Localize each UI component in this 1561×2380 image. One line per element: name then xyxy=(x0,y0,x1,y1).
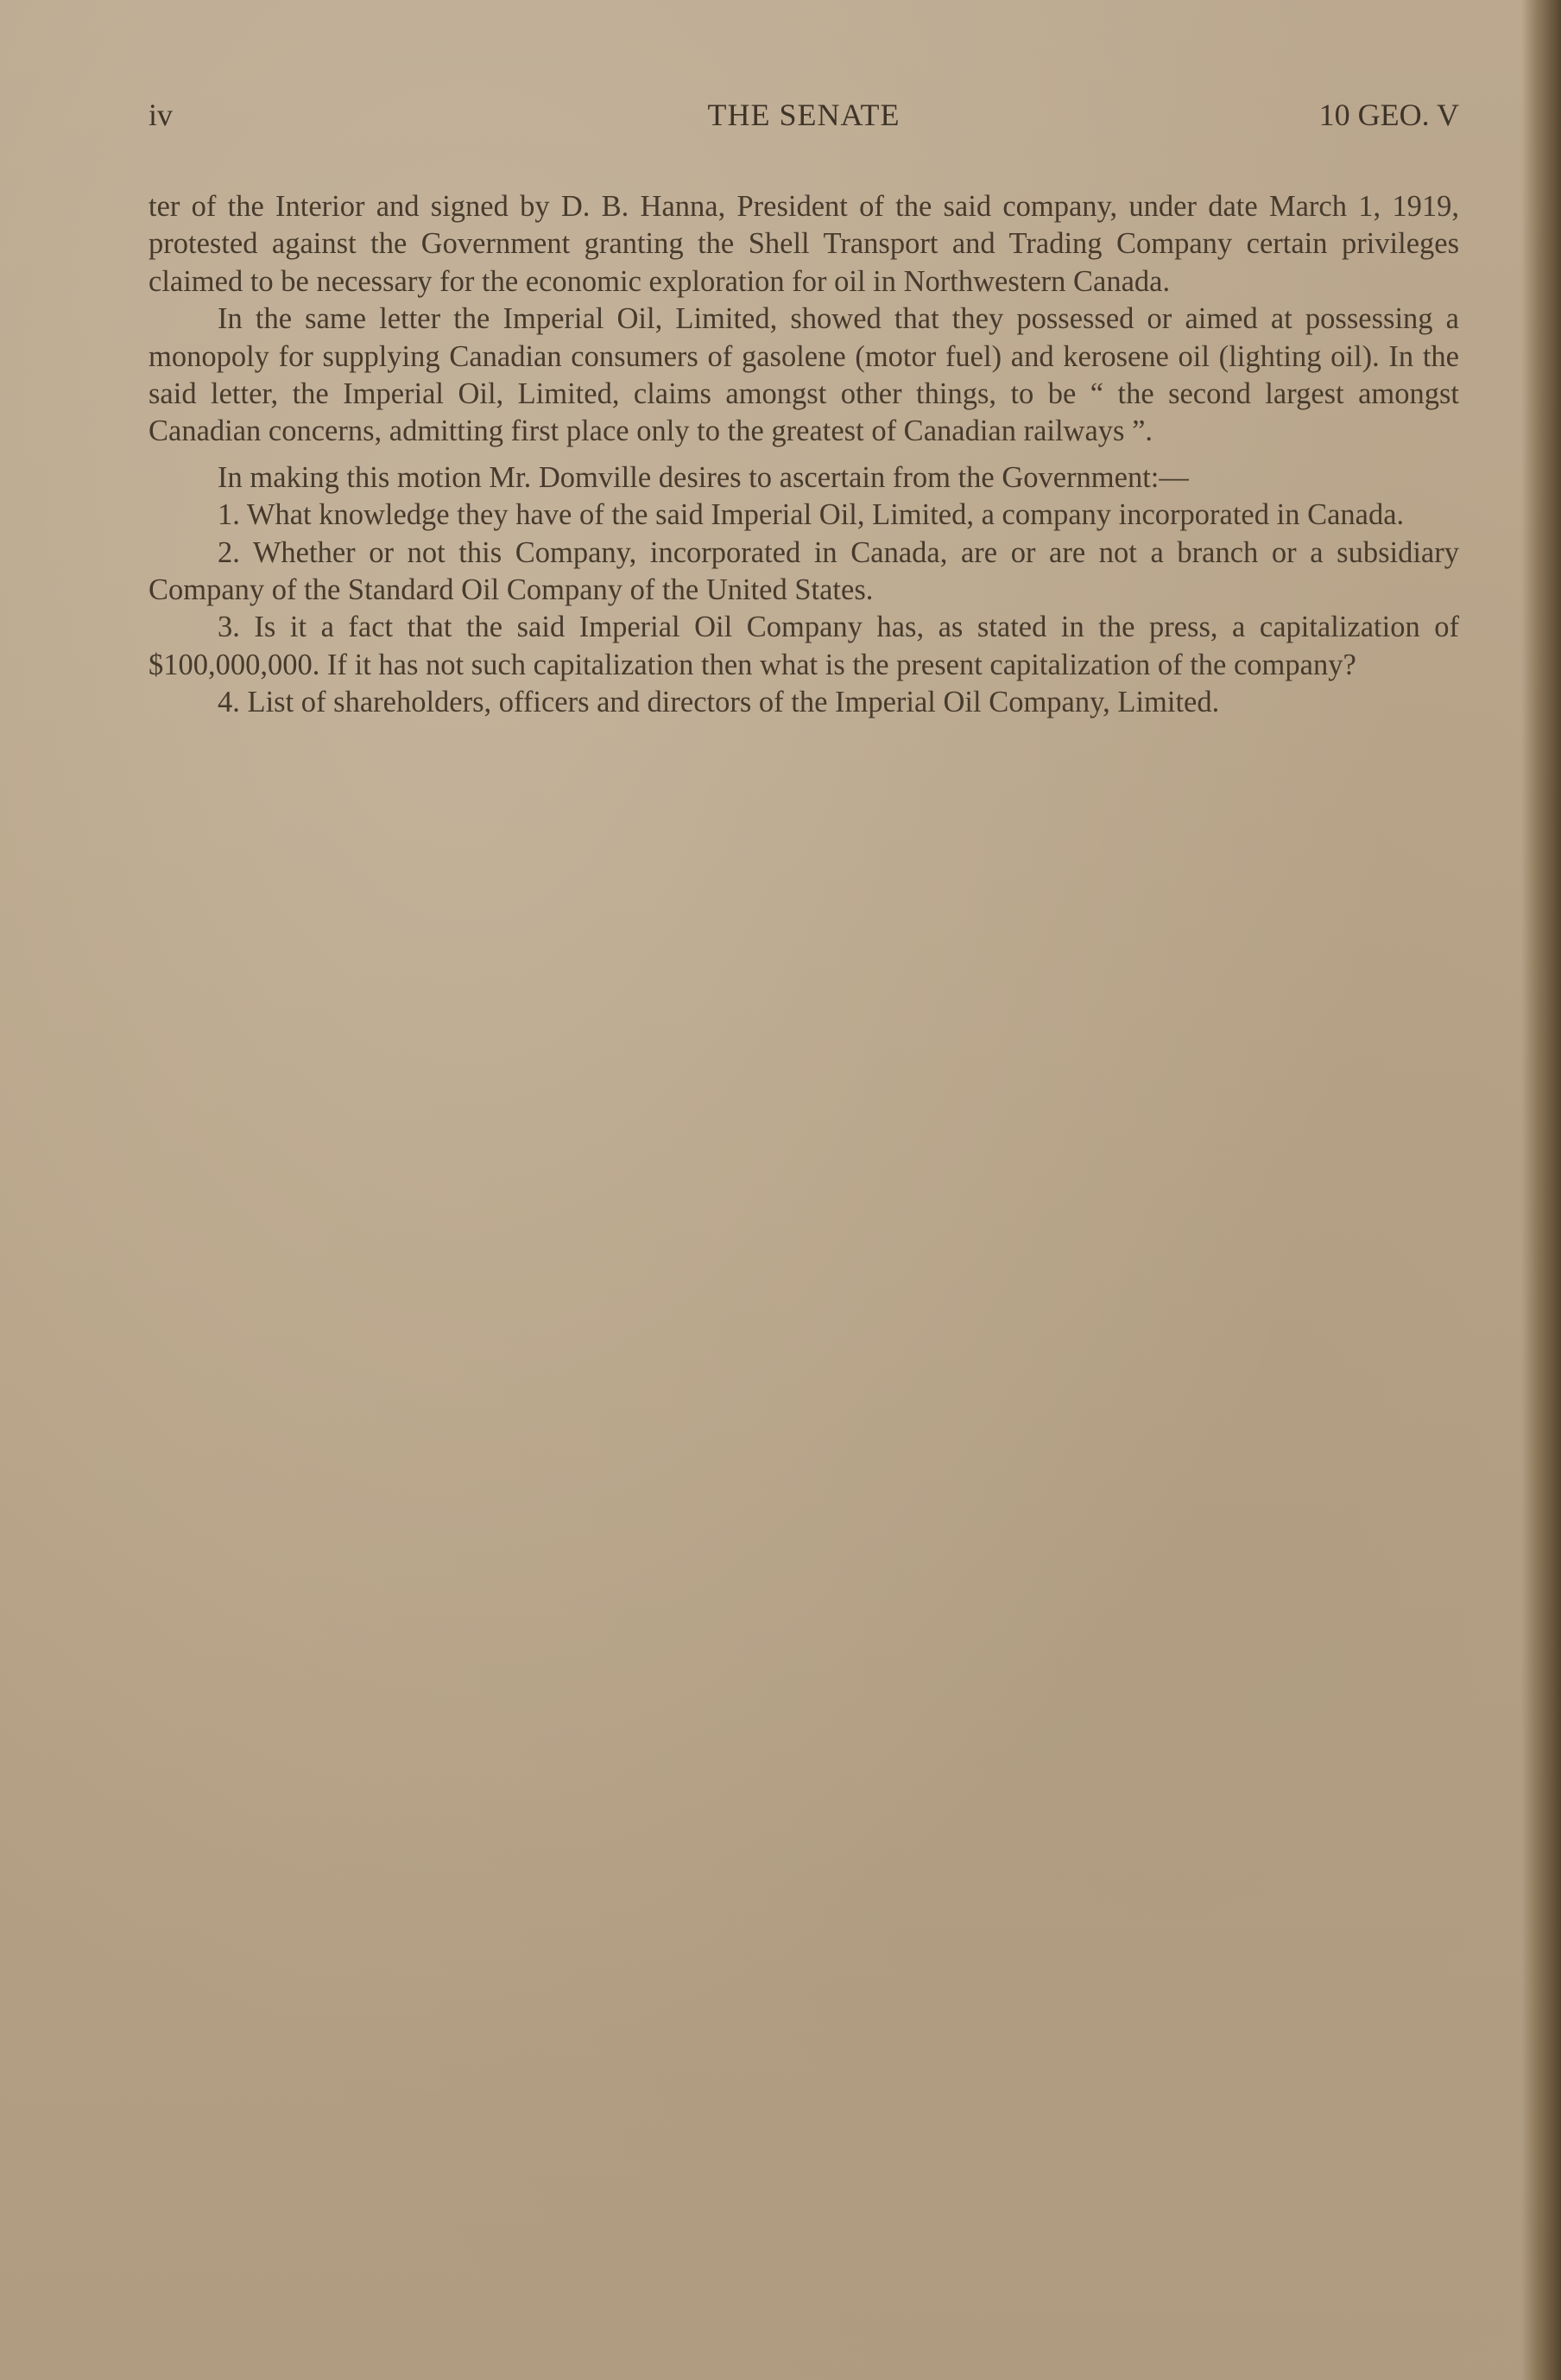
body-text xyxy=(149,188,1459,722)
paragraph-same-letter: In the same letter the Imperial Oil, Limited, showed that they possessed or aimed at possessing a monopoly for supplying Canadian consumers of gasolene (motor fuel) and kerosene oil (lighting oil). In the said letter, the Imperial Oil, Limited, claims amongst other things, to be “ the second largest amongst Canadian concerns, admitting first place only to the greatest of Canadian railways ”. xyxy=(149,302,1459,448)
running-head xyxy=(149,97,1459,138)
session-label: 10 GEO. V xyxy=(1318,98,1459,132)
paragraph-letter-continuation: ter of the Interior and signed by D. B. Hanna, President of the said company, under date March 1, 1919, protested against the Government granting the Shell Transport and Trading Company certain privileges claimed to be necessary for the economic exploration for oil in Northwestern Canada. xyxy=(149,190,1459,298)
list-item-1: 1. What knowledge they have of the said Imperial Oil, Limited, a company incorporated in Canada. xyxy=(218,498,1405,532)
list-item-3: 3. Is it a fact that the said Imperial Oil Company has, as stated in the press, a capitalization of $100,000,000. If it has not such capitalization then what is the present capitalization of the company? xyxy=(149,611,1459,681)
list-item-4: 4. List of shareholders, officers and directors of the Imperial Oil Company, Limited. xyxy=(218,686,1220,719)
list-item-2: 2. Whether or not this Company, incorporated in Canada, are or are not a branch or a subsidiary Company of the Standard Oil Company of the United States. xyxy=(149,535,1459,607)
page-edge-shadow xyxy=(1521,0,1561,2380)
page-number: iv xyxy=(149,98,174,132)
running-title: THE SENATE xyxy=(707,98,901,132)
paragraph-motion-intro: In making this motion Mr. Domville desires to ascertain from the Government:— xyxy=(218,460,1189,494)
